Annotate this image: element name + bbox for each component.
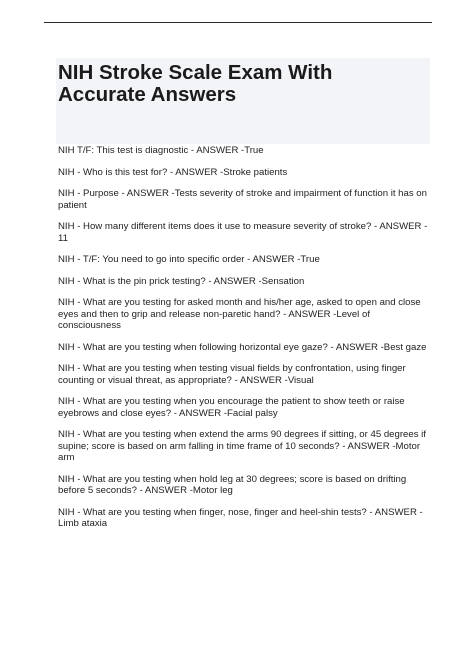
qa-list	[58, 145, 430, 540]
qa-item: NIH - How many different items does it use to measure severity of stroke? - ANSWER - 11	[58, 221, 428, 244]
qa-item: NIH - What are you testing when hold leg at 30 degrees; score is based on drifting before 5 seconds? - ANSWER -Motor leg	[58, 473, 407, 496]
qa-item: NIH - What are you testing when you encourage the patient to show teeth or raise eyebrows and close eyes? - ANSWER -Facial palsy	[58, 396, 405, 419]
document-title: NIH Stroke Scale Exam With Accurate Answers	[58, 61, 333, 106]
qa-item: NIH T/F: This test is diagnostic - ANSWER -True	[58, 145, 264, 156]
qa-item: NIH - Purpose - ANSWER -Tests severity of stroke and impairment of function it has on patient	[58, 188, 427, 211]
qa-item: NIH - What are you testing for asked month and his/her age, asked to open and close eyes and then to grip and release non-paretic hand? - ANSWER -Level of consciousness	[58, 297, 421, 331]
qa-item: NIH - What is the pin prick testing? - ANSWER -Sensation	[58, 275, 305, 287]
qa-item: NIH - What are you testing when testing visual fields by confrontation, using finger counting or visual threat, as appropriate? - ANSWER -Visual	[58, 363, 406, 386]
qa-item: NIH - T/F: You need to go into specific order - ANSWER -True	[58, 254, 320, 265]
header-divider	[44, 22, 432, 23]
qa-item: NIH - What are you testing when following horizontal eye gaze? - ANSWER -Best gaze	[58, 341, 427, 353]
qa-item: NIH - What are you testing when finger, nose, finger and heel-shin tests? - ANSWER - Limb ataxia	[58, 506, 423, 529]
qa-item: NIH - What are you testing when extend the arms 90 degrees if sitting, or 45 degrees if supine; score is based on arm falling in time frame of 10 seconds? - ANSWER -Motor arm	[58, 429, 426, 463]
qa-item: NIH - Who is this test for? - ANSWER -Stroke patients	[58, 166, 288, 178]
